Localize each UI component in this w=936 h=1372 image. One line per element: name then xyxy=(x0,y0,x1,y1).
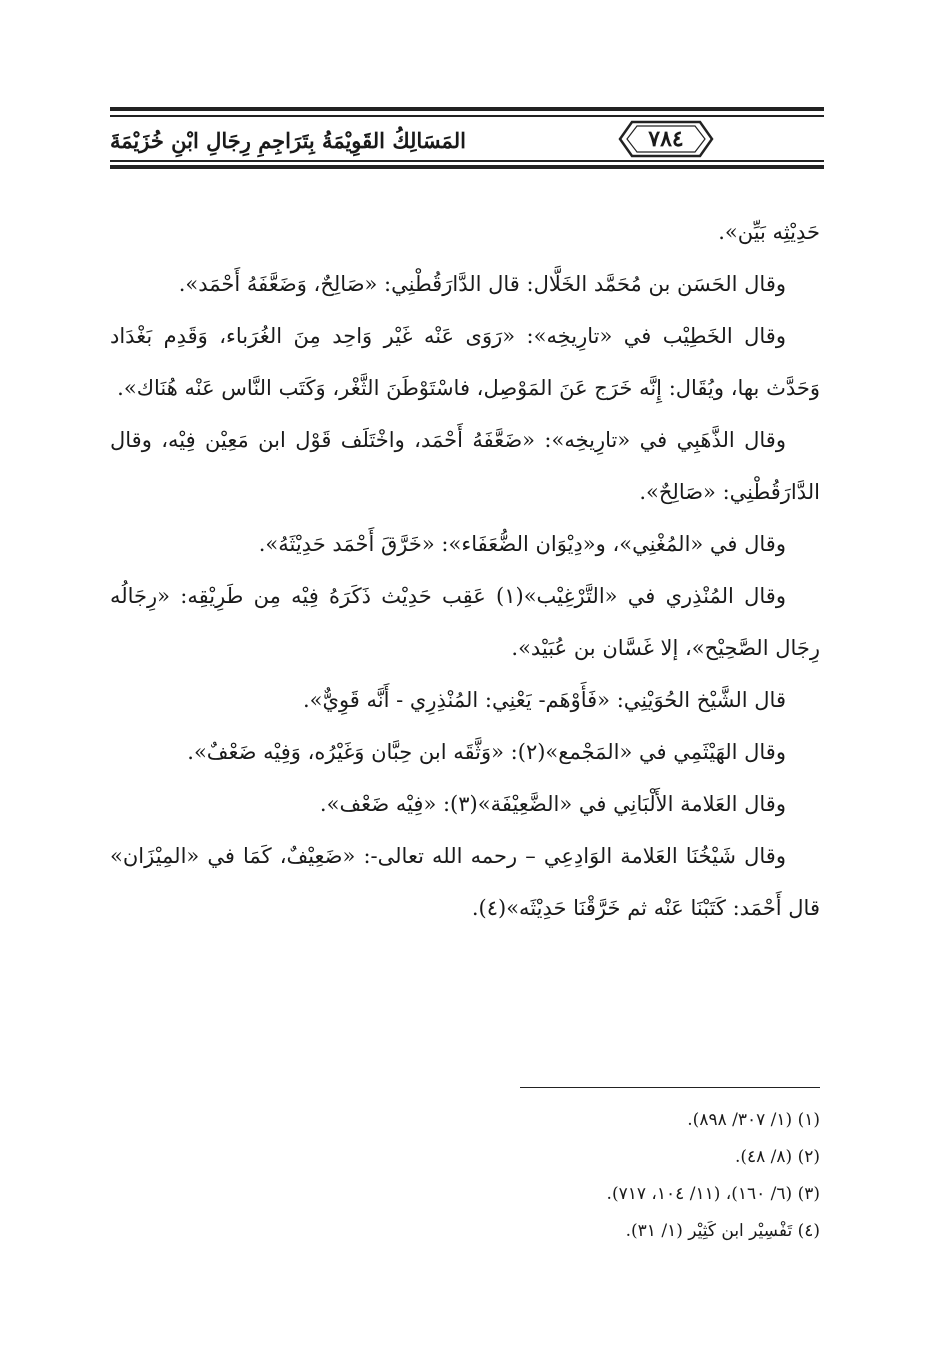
running-title: المَسَالِكُ القَوِيْمَةُ بِتَرَاجِمِ رِجَالِ ابْنِ خُزَيْمَةَ xyxy=(110,128,466,153)
main-text xyxy=(110,206,820,934)
footnotes xyxy=(110,1102,820,1250)
paragraph: وقال الذَّهَبِي في «تارِيخِه»: «ضَعَّفَهُ أَحْمَد، واخْتَلَف قَوْل ابن مَعِيْن فِيْه، وقال الدَّارَقُطْنِي: «صَالِحٌ». xyxy=(110,428,820,504)
page-number: ٧٨٤ xyxy=(648,126,684,152)
header-rule-bottom-thick xyxy=(110,165,824,169)
footnote: (٤) تَفْسِيْر ابن كَثِيْر (١/ ٣١). xyxy=(625,1221,820,1241)
footnote: (٣) (٦/ ١٦٠)، (١١/ ١٠٤، ٧١٧). xyxy=(606,1184,820,1204)
header-rule-top-thick xyxy=(110,107,824,111)
footnote: (١) (١/ ٣٠٧/ ٨٩٨). xyxy=(687,1110,820,1130)
paragraph: قال الشَّيْخ الحُوَيْنِي: «فَأَوْهَم- يَعْنِي: المُنْذِرِي - أَنَّه قَوِيٌّ». xyxy=(302,688,786,712)
paragraph: وقال الحَسَن بن مُحَمَّد الخَلَّال: قال الدَّارَقُطْنِي: «صَالِحٌ، وَضَعَّفَهُ أَحْمَد». xyxy=(178,272,786,296)
footnote: (٢) (٨/ ٤٨). xyxy=(734,1147,820,1167)
header-rule-bottom-thin xyxy=(110,160,824,162)
paragraph: وقال المُنْذِري في «التَّرْغِيْب»(١) عَقِب حَدِيْث ذَكَرَهُ فِيْه مِن طَرِيْقِه: «رِجَالُه رِجَال الصَّحِيْح»، إلا غَسَّان بن عُبَيْد». xyxy=(110,584,820,660)
paragraph: وقال الهَيْثَمِي في «المَجْمع»(٢): «وَثَّقَه ابن حِبَّان وَغَيْرُه، وَفِيْه ضَعْفٌ». xyxy=(187,740,786,764)
paragraph: حَدِيْثِه بَيِّن». xyxy=(718,220,820,244)
header-rule-top-thin xyxy=(110,115,824,117)
footnote-separator xyxy=(520,1087,820,1088)
paragraph: وقال الخَطِيْب في «تارِيخِه»: «رَوَى عَنْه غَيْر وَاحِد مِنَ الغُرَباء، وَقَدِم بَغْدَاد وَحَدَّث بها، ويُقَال: إِنَّه خَرَج عَنَ المَوْصِل، فاسْتَوْطَنَ الثَّغْر، وَكَتَب النَّاس عَنْه هُنَاك». xyxy=(110,324,820,400)
paragraph: وقال شَيْخُنَا العَلامة الوَادِعِي – رحمه الله تعالى-: «ضَعِيْفٌ، كَمَا في «المِيْزَان» قال أَحْمَد: كَتَبْنَا عَنْه ثم خَرَّقْنَا حَدِيْثَه»(٤). xyxy=(110,844,820,920)
paragraph: وقال العَلامة الأَلْبَانِي في «الضَّعِيْفَة»(٣): «فِيْه ضَعْف». xyxy=(319,792,786,816)
paragraph: وقال في «المُغْنِي»، و«دِيْوَان الضُّعَفَاء»: «خَرَّقَ أَحْمَد حَدِيْثَهُ». xyxy=(258,532,786,556)
page-number-badge xyxy=(618,120,714,158)
